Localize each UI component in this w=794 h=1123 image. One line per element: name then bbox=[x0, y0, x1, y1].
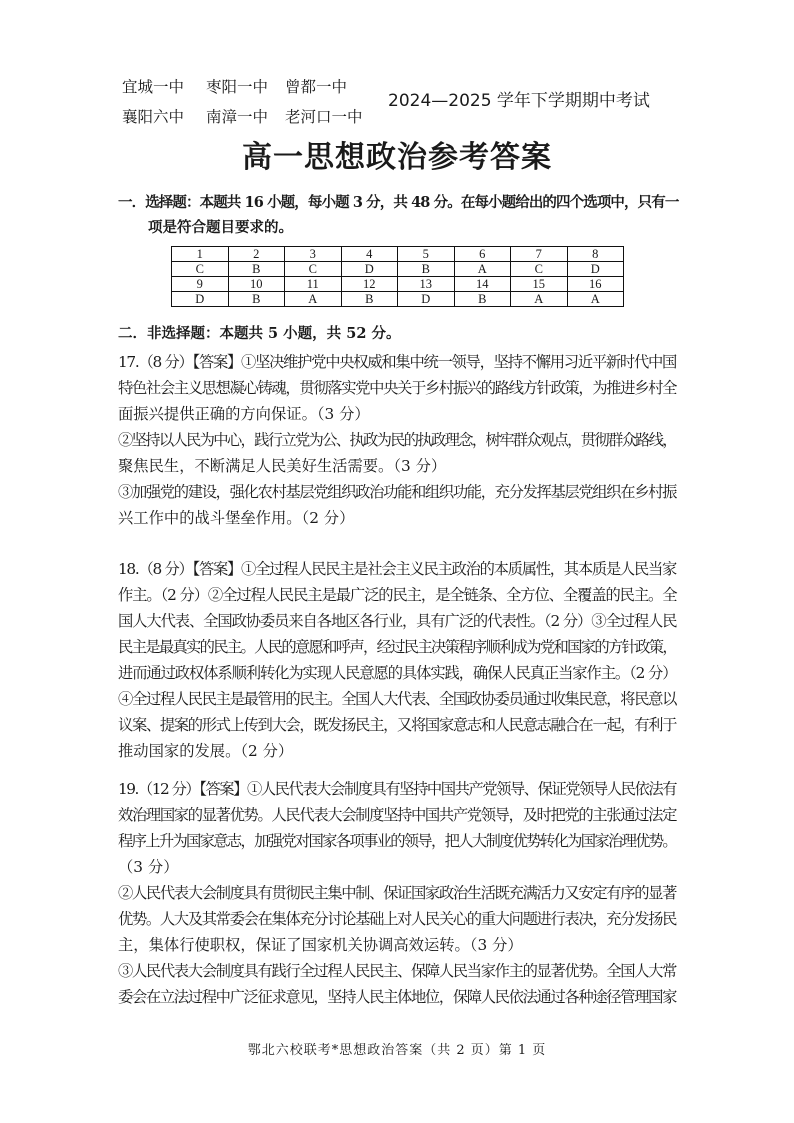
question-number-cell: 7 bbox=[511, 247, 568, 262]
answer-cell: C bbox=[511, 262, 568, 277]
answer-line: 19.（12 分）【答案】①人民代表大会制度具有坚持中国共产党领导、保证党领导人民依法有 bbox=[118, 780, 676, 798]
answer-q17 bbox=[118, 349, 676, 531]
page-title: 高一思想政治参考答案 bbox=[242, 140, 552, 175]
answer-line: 推动国家的发展。（2 分） bbox=[118, 742, 294, 760]
answer-line: ②人民代表大会制度具有贯彻民主集中制、保证国家政治生活既充满活力又安定有序的显著 bbox=[118, 884, 676, 902]
answer-q18 bbox=[118, 556, 676, 764]
question-number-cell: 8 bbox=[567, 247, 624, 262]
answer-line: 兴工作中的战斗堡垒作用。（2 分） bbox=[118, 509, 355, 527]
answer-line: 优势。人大及其常委会在集体充分讨论基础上对人民关心的重大问题进行表决，充分发扬民 bbox=[118, 910, 676, 928]
answer-row bbox=[172, 292, 624, 307]
school-name: 老河口一中 bbox=[285, 108, 363, 126]
answer-line: ③加强党的建设，强化农村基层党组织政治功能和组织功能，充分发挥基层党组织在乡村振 bbox=[118, 483, 676, 501]
question-number-cell: 15 bbox=[511, 277, 568, 292]
school-name: 襄阳六中 bbox=[122, 108, 185, 126]
answer-cell: D bbox=[341, 262, 398, 277]
answer-line: ④全过程人民民主是最管用的民主。全国人大代表、全国政协委员通过收集民意，将民意以 bbox=[118, 690, 676, 708]
question-number-cell: 2 bbox=[228, 247, 285, 262]
question-number-cell: 14 bbox=[454, 277, 511, 292]
school-name: 南漳一中 bbox=[206, 108, 269, 126]
answer-line: 17.（8 分）【答案】①坚决维护党中央权威和集中统一领导，坚持不懈用习近平新时代中国 bbox=[118, 353, 676, 371]
question-number-cell: 3 bbox=[285, 247, 342, 262]
answer-cell: B bbox=[454, 292, 511, 307]
exam-title: 2024—2025 学年下学期期中考试 bbox=[388, 91, 650, 111]
answer-q19 bbox=[118, 776, 676, 1010]
answer-cell: B bbox=[341, 292, 398, 307]
answer-table bbox=[171, 246, 624, 307]
answer-cell: B bbox=[228, 262, 285, 277]
answer-cell: C bbox=[172, 262, 229, 277]
answer-line: 聚焦民生，不断满足人民美好生活需要。（3 分） bbox=[118, 457, 447, 475]
answer-cell: D bbox=[567, 262, 624, 277]
school-name: 曾都一中 bbox=[285, 78, 348, 96]
question-number-row bbox=[172, 277, 624, 292]
answer-cell: B bbox=[228, 292, 285, 307]
answer-cell: C bbox=[285, 262, 342, 277]
answer-line: 作主。（2 分）②全过程人民民主是最广泛的民主，是全链条、全方位、全覆盖的民主。全 bbox=[118, 586, 677, 604]
answer-row bbox=[172, 262, 624, 277]
section2-heading: 二．非选择题：本题共 5 小题，共 52 分。 bbox=[118, 325, 401, 342]
section1-heading-cont: 项是符合题目要求的。 bbox=[148, 219, 293, 236]
answer-line: 委会在立法过程中广泛征求意见，坚持人民主体地位，保障人民依法通过各种途径管理国家 bbox=[118, 988, 676, 1006]
question-number-cell: 12 bbox=[341, 277, 398, 292]
question-number-cell: 5 bbox=[398, 247, 455, 262]
answer-cell: A bbox=[285, 292, 342, 307]
answer-line: （3 分） bbox=[118, 858, 179, 876]
question-number-cell: 16 bbox=[567, 277, 624, 292]
answer-cell: D bbox=[172, 292, 229, 307]
question-number-row bbox=[172, 247, 624, 262]
question-number-cell: 11 bbox=[285, 277, 342, 292]
answer-line: 进而通过政权体系顺利转化为实现人民意愿的具体实践，确保人民真正当家作主。（2 分） bbox=[118, 664, 677, 682]
answer-cell: B bbox=[398, 262, 455, 277]
answer-line: ②坚持以人民为中心，践行立党为公、执政为民的执政理念，树牢群众观点，贯彻群众路线， bbox=[118, 431, 676, 449]
answer-line: 特色社会主义思想凝心铸魂，贯彻落实党中央关于乡村振兴的路线方针政策，为推进乡村全 bbox=[118, 379, 676, 397]
answer-line: 效治理国家的显著优势。人民代表大会制度坚持中国共产党领导，及时把党的主张通过法定 bbox=[118, 806, 676, 824]
answer-cell: A bbox=[454, 262, 511, 277]
question-number-cell: 10 bbox=[228, 277, 285, 292]
answer-cell: A bbox=[567, 292, 624, 307]
answer-line: 议案、提案的形式上传到大会，既发扬民主，又将国家意志和人民意志融合在一起，有利于 bbox=[118, 716, 676, 734]
answer-line: 国人大代表、全国政协委员来自各地区各行业，具有广泛的代表性。（2 分）③全过程人民 bbox=[118, 612, 677, 630]
answer-cell: A bbox=[511, 292, 568, 307]
answer-line: 民主是最真实的民主。人民的意愿和呼声，经过民主决策程序顺利成为党和国家的方针政策， bbox=[118, 638, 676, 656]
question-number-cell: 1 bbox=[172, 247, 229, 262]
answer-line: 主，集体行使职权，保证了国家机关协调高效运转。（3 分） bbox=[118, 936, 523, 954]
school-name: 宜城一中 bbox=[122, 78, 185, 96]
answer-cell: D bbox=[398, 292, 455, 307]
answer-line: 面振兴提供正确的方向保证。（3 分） bbox=[118, 405, 370, 423]
school-name: 枣阳一中 bbox=[206, 78, 269, 96]
answer-line: ③人民代表大会制度具有践行全过程人民民主、保障人民当家作主的显著优势。全国人大常 bbox=[118, 962, 676, 980]
page-footer: 鄂北六校联考*思想政治答案（共 2 页）第 1 页 bbox=[247, 1043, 547, 1058]
question-number-cell: 9 bbox=[172, 277, 229, 292]
answer-line: 18.（8 分）【答案】①全过程人民民主是社会主义民主政治的本质属性，其本质是人民当家 bbox=[118, 560, 676, 578]
answer-line: 程序上升为国家意志，加强党对国家各项事业的领导，把人大制度优势转化为国家治理优势。 bbox=[118, 832, 676, 850]
section1-heading: 一．选择题：本题共 16 小题，每小题 3 分，共 48 分。在每小题给出的四个选项中，只有一 bbox=[118, 194, 679, 211]
question-number-cell: 6 bbox=[454, 247, 511, 262]
question-number-cell: 4 bbox=[341, 247, 398, 262]
question-number-cell: 13 bbox=[398, 277, 455, 292]
